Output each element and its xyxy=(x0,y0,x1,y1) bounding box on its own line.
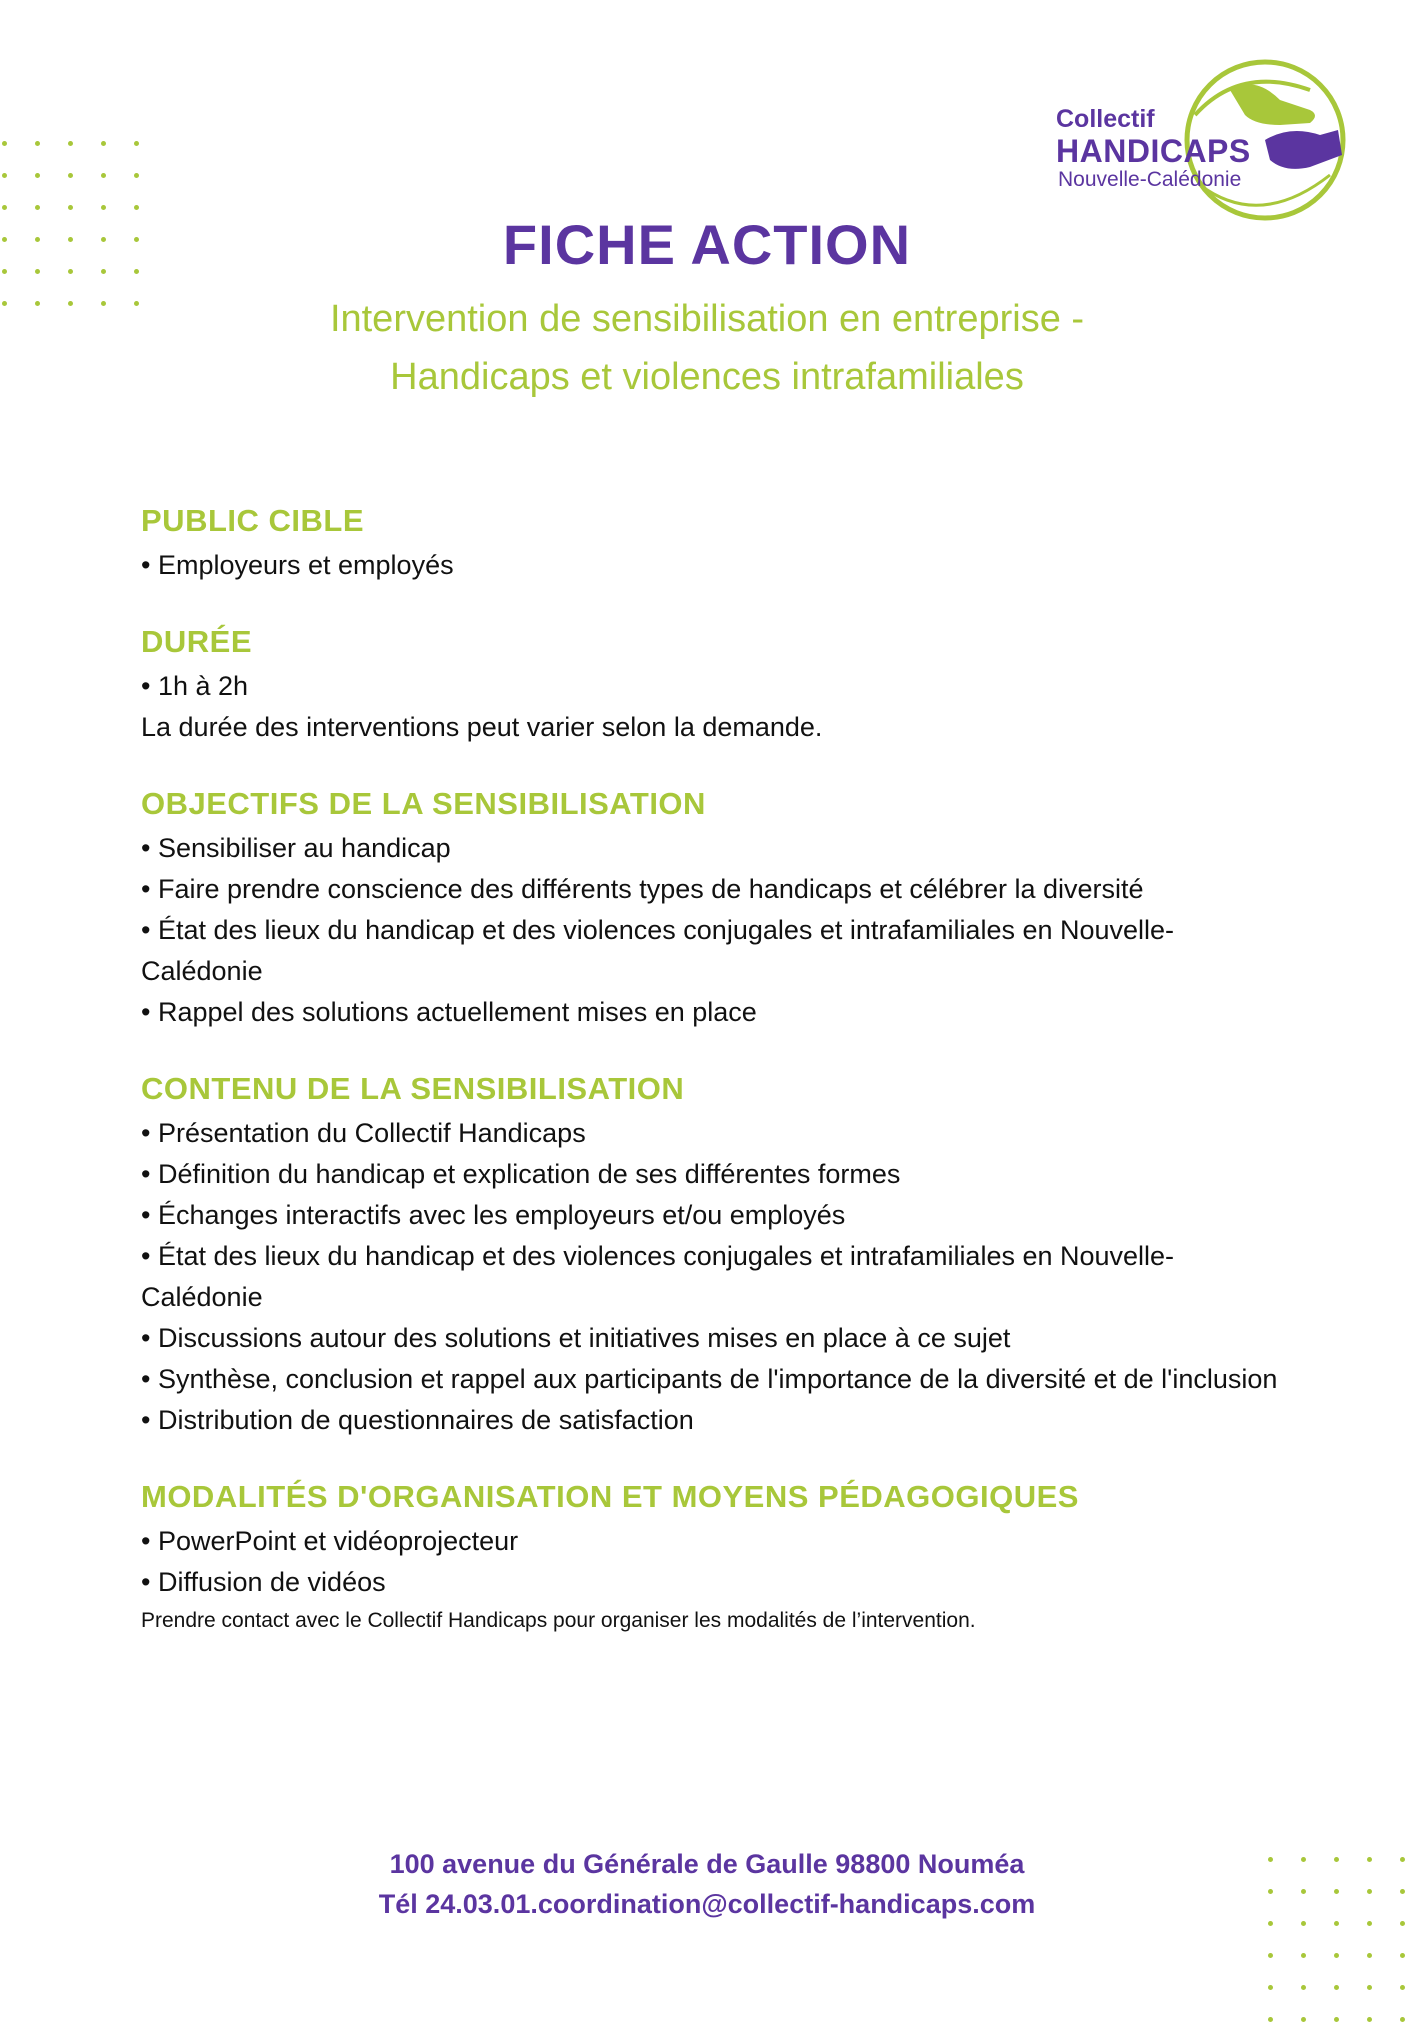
subtitle-line-2: Handicaps et violences intrafamiliales xyxy=(390,356,1024,398)
list-item: • Faire prendre conscience des différents types de handicaps et célébrer la diversité xyxy=(141,874,1144,904)
decorative-dot xyxy=(1334,2017,1339,2022)
decorative-dot xyxy=(1367,1985,1372,1990)
list-item: • Échanges interactifs avec les employeurs et/ou employés xyxy=(141,1200,846,1230)
decorative-dot xyxy=(68,205,73,210)
decorative-dot xyxy=(2,173,7,178)
list-item: • Discussions autour des solutions et initiatives mises en place à ce sujet xyxy=(141,1323,1011,1353)
section-heading: MODALITÉS D'ORGANISATION ET MOYENS PÉDAGOGIQUES xyxy=(141,1479,1079,1514)
list-item: • Rappel des solutions actuellement mises en place xyxy=(141,997,757,1027)
decorative-dot xyxy=(1367,1953,1372,1958)
page-title: FICHE ACTION xyxy=(502,213,912,276)
section-duree xyxy=(141,624,1281,748)
decorative-dot xyxy=(101,173,106,178)
decorative-dot xyxy=(35,173,40,178)
decorative-dot xyxy=(1367,2017,1372,2022)
decorative-dot xyxy=(1301,1985,1306,1990)
section-heading: CONTENU DE LA SENSIBILISATION xyxy=(141,1071,685,1106)
list-item: • Diffusion de vidéos xyxy=(141,1567,386,1597)
list-item: • Distribution de questionnaires de satisfaction xyxy=(141,1405,694,1435)
collectif-handicaps-logo xyxy=(1040,55,1350,230)
list-item: • État des lieux du handicap et des violences conjugales et intrafamiliales en Nouvelle-Calédonie xyxy=(141,915,1175,986)
decorative-dot xyxy=(101,141,106,146)
decorative-dot xyxy=(1268,1953,1273,1958)
section-modalites xyxy=(141,1479,1281,1637)
decorative-dot xyxy=(1334,1985,1339,1990)
list-item: • Sensibiliser au handicap xyxy=(141,833,451,863)
list-item: • État des lieux du handicap et des violences conjugales et intrafamiliales en Nouvelle-Calédonie xyxy=(141,1241,1175,1312)
decorative-dot xyxy=(1268,2017,1273,2022)
decorative-dot xyxy=(134,173,139,178)
decorative-dot xyxy=(1268,1985,1273,1990)
list-item: • Présentation du Collectif Handicaps xyxy=(141,1118,586,1148)
list-item: • Employeurs et employés xyxy=(141,550,454,580)
subtitle-line-1: Intervention de sensibilisation en entreprise - xyxy=(329,298,1085,340)
decorative-dot xyxy=(1301,1953,1306,1958)
decorative-dot xyxy=(1334,1953,1339,1958)
section-public-cible xyxy=(141,503,1281,586)
logo-line-collectif: Collectif xyxy=(1056,105,1155,133)
section-heading: OBJECTIFS DE LA SENSIBILISATION xyxy=(141,786,706,821)
decorative-dot xyxy=(35,205,40,210)
logo-line-handicaps: HANDICAPS xyxy=(1056,133,1251,169)
decorative-dot xyxy=(1400,1985,1405,1990)
list-item: • Synthèse, conclusion et rappel aux participants de l'importance de la diversité et de l'inclusion xyxy=(141,1364,1278,1394)
decorative-dot xyxy=(134,205,139,210)
list-item: • PowerPoint et vidéoprojecteur xyxy=(141,1526,519,1556)
decorative-dot xyxy=(1301,2017,1306,2022)
decorative-dot xyxy=(134,141,139,146)
section-heading: DURÉE xyxy=(141,624,253,659)
list-item: • Définition du handicap et explication de ses différentes formes xyxy=(141,1159,901,1189)
decorative-dot xyxy=(35,141,40,146)
decorative-dot xyxy=(101,205,106,210)
list-item: • 1h à 2h xyxy=(141,671,249,701)
logo-line-region: Nouvelle-Calédonie xyxy=(1058,168,1242,191)
decorative-dot xyxy=(1400,2017,1405,2022)
decorative-dot xyxy=(1400,1953,1405,1958)
decorative-dot xyxy=(2,205,7,210)
decorative-dot xyxy=(68,141,73,146)
section-heading: PUBLIC CIBLE xyxy=(141,503,364,538)
decorative-dot xyxy=(2,141,7,146)
contact-note: Prendre contact avec le Collectif Handicaps pour organiser les modalités de l’intervention. xyxy=(141,1609,976,1632)
page-subtitle xyxy=(0,290,1414,406)
decorative-dot xyxy=(68,173,73,178)
footer-contact xyxy=(0,1844,1414,1924)
section-note: La durée des interventions peut varier selon la demande. xyxy=(141,712,823,742)
section-contenu xyxy=(141,1071,1281,1441)
footer-address: 100 avenue du Générale de Gaulle 98800 Nouméa xyxy=(389,1849,1025,1879)
footer-phone-email: Tél 24.03.01.coordination@collectif-handicaps.com xyxy=(378,1889,1036,1919)
section-objectifs xyxy=(141,786,1281,1033)
main-content xyxy=(141,503,1281,1675)
